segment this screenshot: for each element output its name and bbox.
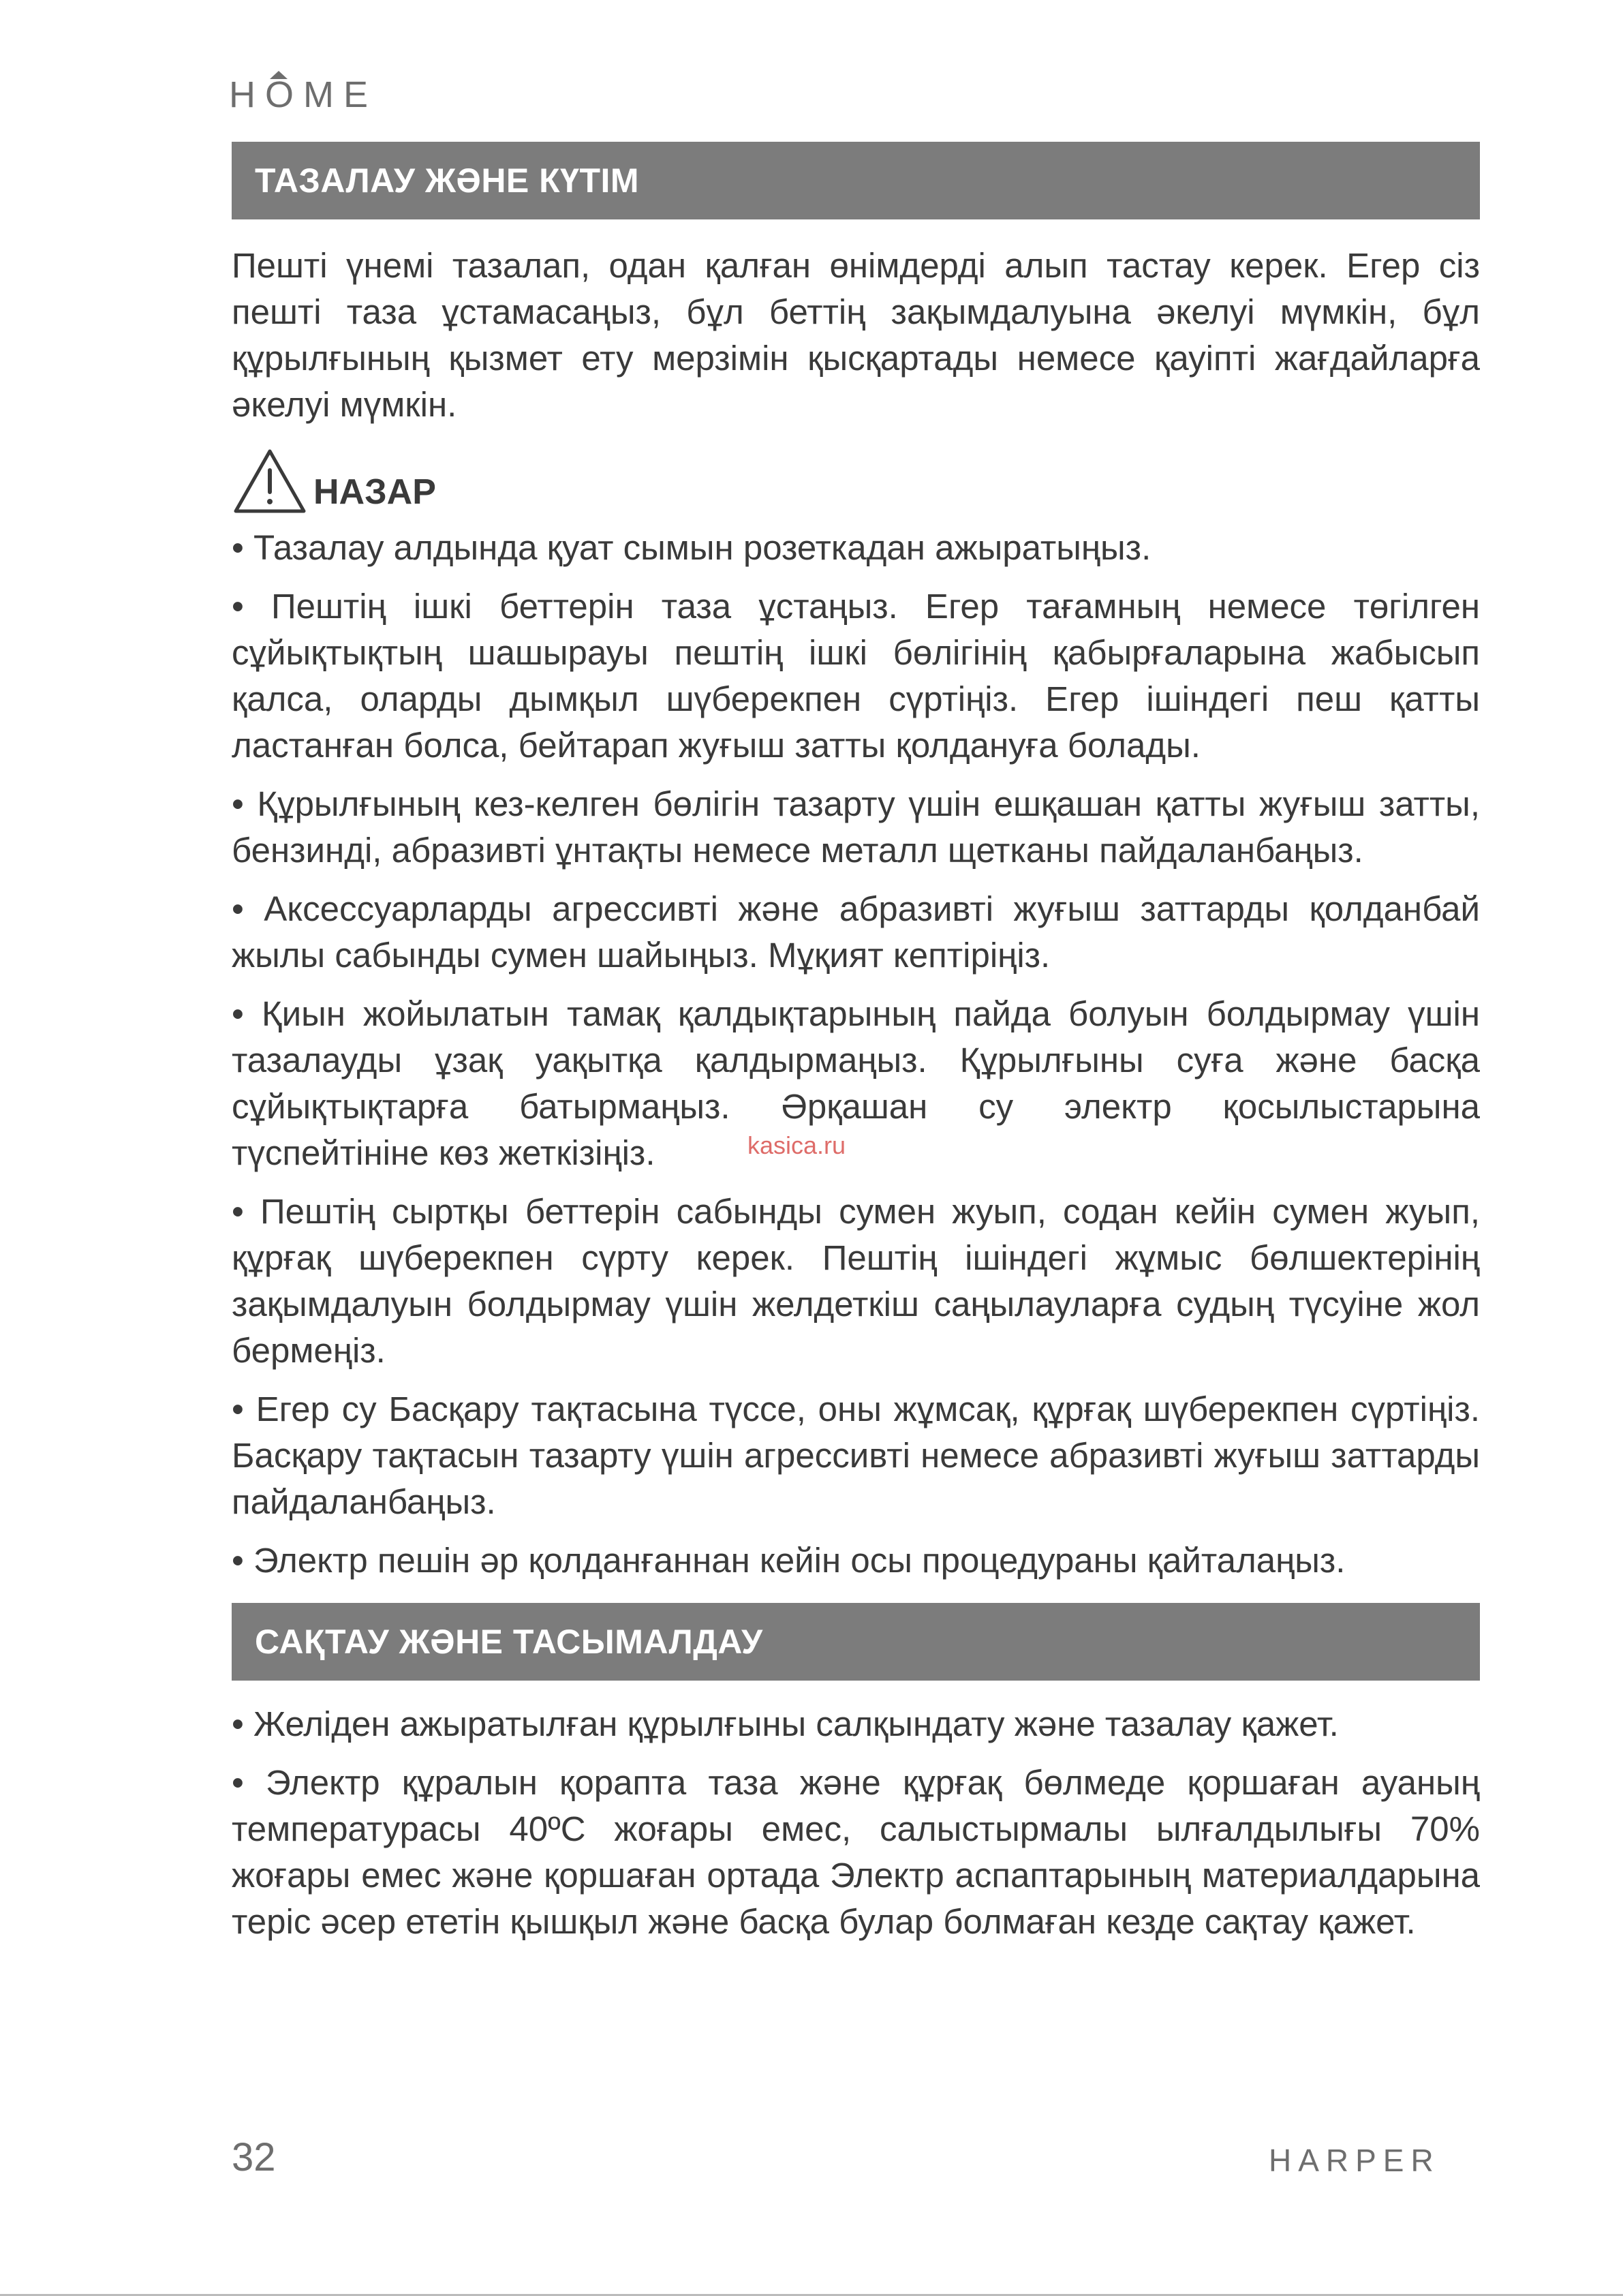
page-number: 32 — [232, 2135, 276, 2179]
storage-bullet-list — [232, 1701, 1480, 1945]
list-item: • Электр құралын қорапта таза және құрғақ бөлмеде қоршаған ауаның температурасы 40ºС жоғары емес, салыстырмалы ылғалдылығы 70% жоғары емес және қоршаған ортада Электр аспаптарының материалдарына теріс әсер ететін қышқыл және басқа булар болмаған кезде сақтау қажет. — [232, 1763, 1480, 1941]
list-item: • Пештің сыртқы беттерін сабынды сумен жуып, содан кейін сумен жуып, құрғақ шүберекпен сүрту керек. Пештің ішіндегі жұмыс бөлшектерінің зақымдалуын болдырмау үшін желдеткіш саңылауларға судың түсуіне жол бермеңіз. — [232, 1192, 1480, 1370]
section-header-cleaning: ТАЗАЛАУ ЖӘНЕ КҮТІМ — [232, 142, 1480, 219]
list-item: • Егер су Басқару тақтасына түссе, оны жұмсақ, құрғақ шүберекпен сүртіңіз. Басқару тақтасын тазарту үшін агрессивті немесе абразивті жуғыш заттарды пайдаланбаңыз. — [232, 1390, 1480, 1521]
harper-logo — [1269, 2145, 1480, 2175]
harper-logo-text: HARPER — [1269, 2145, 1440, 2175]
home-logo — [229, 74, 377, 116]
home-logo-h: H — [229, 74, 265, 115]
home-logo-o: O — [265, 74, 303, 116]
list-item: • Аксессуарларды агрессивті және абразивті жуғыш заттарды қолданбай жылы сабынды сумен шайыңыз. Мұқият кептіріңіз. — [232, 889, 1480, 975]
warning-block — [232, 447, 1480, 515]
list-item: • Қиын жойылатын тамақ қалдықтарының пайда болуын болдырмау үшін тазалауды ұзақ уақытқа қалдырмаңыз. Құрылғыны суға және басқа сұйықтықтарға батырмаңыз. Әрқашан су электр қосылыстарына түспейтініне көз жеткізіңіз. — [232, 994, 1480, 1172]
warning-title: НАЗАР — [313, 472, 436, 512]
cleaning-bullet-list — [232, 525, 1480, 1584]
home-logo-me: ME — [303, 74, 378, 115]
watermark: kasica.ru — [747, 1131, 846, 1159]
list-item: • Құрылғының кез-келген бөлігін тазарту үшін ешқашан қатты жуғыш затты, бензинді, абразивті ұнтақты немесе металл щетканы пайдаланбаңыз. — [232, 784, 1480, 870]
warning-triangle-icon — [232, 447, 308, 515]
list-item: • Электр пешін әр қолданғаннан кейін осы процедураны қайталаңыз. — [232, 1541, 1346, 1580]
list-item: • Пештің ішкі беттерін таза ұстаңыз. Егер тағамның немесе төгілген сұйықтықтың шашырауы пештің ішкі бөлігінің қабырғаларына жабысып қалса, оларды дымқыл шүберекпен сүртіңіз. Егер ішіндегі пеш қатты ластанған болса, бейтарап жуғыш затты қолдануға болады. — [232, 587, 1480, 765]
section-header-storage: САҚТАУ ЖӘНЕ ТАСЫМАЛДАУ — [232, 1603, 1480, 1681]
list-item: • Желіден ажыратылған құрылғыны салқындату және тазалау қажет. — [232, 1704, 1339, 1743]
main-content — [232, 142, 1480, 1945]
roof-icon — [270, 71, 288, 79]
intro-paragraph: Пешті үнемі тазалап, одан қалған өнімдерді алып тастау керек. Егер сіз пешті таза ұстамасаңыз, бұл беттің зақымдалуына әкелуі мүмкін, бұл құрылғының қызмет ету мерзімін қысқартады немесе қауіпті жағдайларға әкелуі мүмкін. — [232, 246, 1480, 424]
list-item: • Тазалау алдында қуат сымын розеткадан ажыратыңыз. — [232, 528, 1151, 567]
